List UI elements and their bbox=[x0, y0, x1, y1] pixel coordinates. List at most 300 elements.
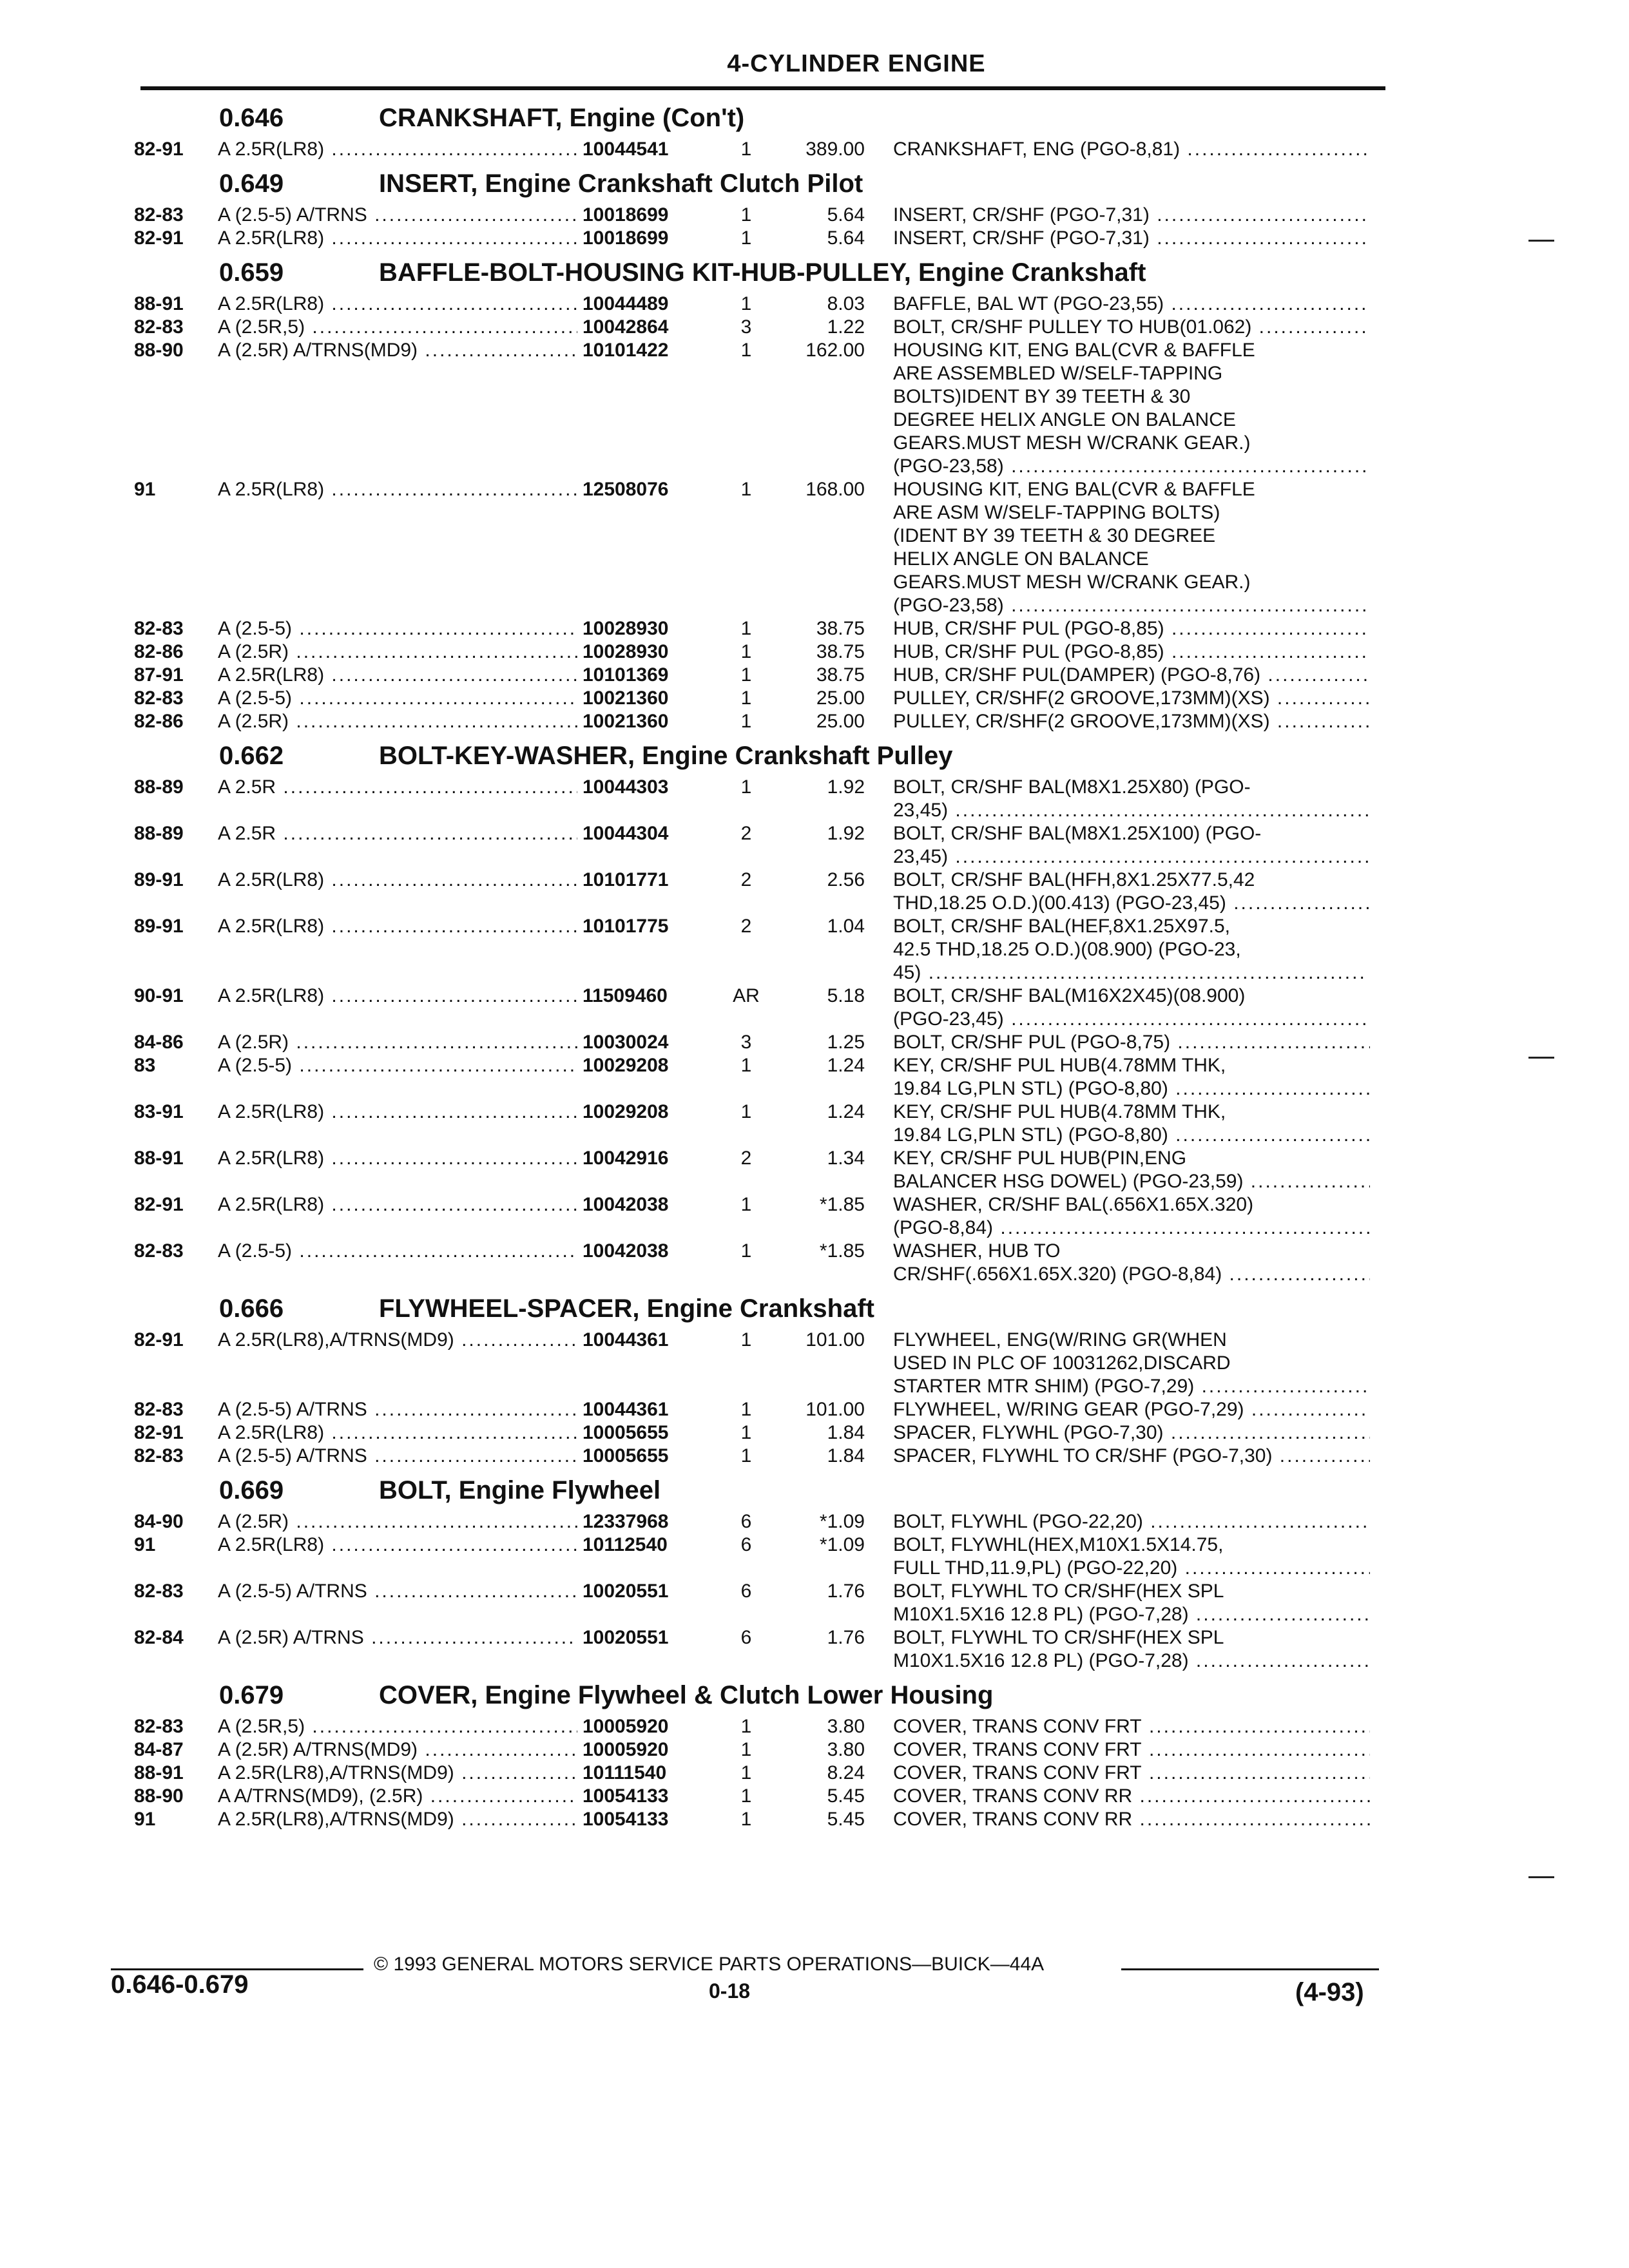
part-description bbox=[893, 1147, 1370, 1193]
quantity: 2 bbox=[740, 869, 752, 890]
section-heading bbox=[122, 1673, 1385, 1715]
part-row bbox=[122, 1510, 1385, 1533]
quantity: 1 bbox=[740, 641, 752, 662]
header-rule bbox=[140, 86, 1385, 90]
description-line: GEARS.MUST MESH W/CRANK GEAR.) bbox=[893, 572, 1251, 593]
part-row bbox=[122, 1100, 1385, 1147]
description-line: STARTER MTR SHIM) (PGO-7,29) ..... bbox=[893, 1375, 1370, 1398]
model-application: A (2.5-5) A/TRNS ..... bbox=[218, 1580, 577, 1603]
model-years: 82-83 bbox=[134, 316, 184, 338]
model-application: A 2.5R(LR8),A/TRNS(MD9) ..... bbox=[218, 1762, 577, 1785]
price: 389.00 bbox=[805, 139, 865, 160]
quantity: 1 bbox=[740, 293, 752, 314]
description-line: FULL THD,11.9,PL) (PGO-22,20) ..... bbox=[893, 1557, 1370, 1580]
description-line: COVER, TRANS CONV FRT ..... bbox=[893, 1715, 1370, 1738]
description-line: HUB, CR/SHF PUL (PGO-8,85) ..... bbox=[893, 617, 1370, 640]
part-description bbox=[893, 776, 1370, 822]
model-application: A (2.5-5) ..... bbox=[218, 1054, 577, 1077]
description-line: BOLT, FLYWHL (PGO-22,20) ..... bbox=[893, 1510, 1370, 1533]
part-number: 10042038 bbox=[579, 1240, 668, 1263]
section-number: 0.662 bbox=[219, 742, 284, 770]
part-number: 10020551 bbox=[579, 1580, 668, 1603]
description-line: 42.5 THD,18.25 O.D.)(08.900) (PGO-23, bbox=[893, 939, 1241, 960]
model-application: A 2.5R(LR8),A/TRNS(MD9) ..... bbox=[218, 1808, 577, 1831]
model-years: 82-83 bbox=[134, 1240, 184, 1262]
model-years: 82-91 bbox=[134, 1194, 184, 1215]
price: 1.25 bbox=[827, 1032, 865, 1053]
model-years: 82-91 bbox=[134, 1329, 184, 1350]
part-description bbox=[893, 478, 1370, 617]
price: 5.18 bbox=[827, 985, 865, 1006]
model-application: A 2.5R(LR8) ..... bbox=[218, 985, 577, 1008]
part-number: 10005920 bbox=[579, 1715, 668, 1738]
quantity: 2 bbox=[740, 823, 752, 844]
model-years: 89-91 bbox=[134, 916, 184, 937]
description-line: BOLT, FLYWHL TO CR/SHF(HEX SPL bbox=[893, 1627, 1224, 1648]
model-years: 82-91 bbox=[134, 139, 184, 160]
footer-page-number: 0-18 bbox=[709, 1979, 751, 2003]
quantity: 1 bbox=[740, 1809, 752, 1830]
part-description bbox=[893, 617, 1370, 640]
price: 1.92 bbox=[827, 776, 865, 798]
description-line: (PGO-23,58) ..... bbox=[893, 594, 1370, 617]
part-row bbox=[122, 664, 1385, 687]
margin-mark bbox=[1528, 240, 1554, 242]
price: *1.85 bbox=[819, 1240, 865, 1262]
section-number: 0.669 bbox=[219, 1476, 284, 1504]
price: 101.00 bbox=[805, 1399, 865, 1420]
description-line: PULLEY, CR/SHF(2 GROOVE,173MM)(XS) ..... bbox=[893, 710, 1370, 733]
quantity: 1 bbox=[740, 1445, 752, 1466]
section-number: 0.679 bbox=[219, 1681, 284, 1709]
part-number: 10029208 bbox=[579, 1100, 668, 1124]
model-years: 91 bbox=[134, 1534, 156, 1555]
footer-date: (4-93) bbox=[1295, 1978, 1364, 2006]
model-years: 88-91 bbox=[134, 293, 184, 314]
part-description bbox=[893, 339, 1370, 478]
part-description bbox=[893, 710, 1370, 733]
price: 8.03 bbox=[827, 293, 865, 314]
part-description bbox=[893, 1533, 1370, 1580]
model-application: A (2.5R) A/TRNS(MD9) ..... bbox=[218, 1738, 577, 1762]
description-line: (PGO-23,45) ..... bbox=[893, 1008, 1370, 1031]
price: *1.09 bbox=[819, 1534, 865, 1555]
model-years: 88-90 bbox=[134, 340, 184, 361]
part-number: 10042038 bbox=[579, 1193, 668, 1216]
section-number: 0.649 bbox=[219, 169, 284, 198]
model-years: 88-89 bbox=[134, 776, 184, 798]
model-application: A 2.5R(LR8) ..... bbox=[218, 1193, 577, 1216]
part-row bbox=[122, 687, 1385, 710]
section-title: BAFFLE-BOLT-HOUSING KIT-HUB-PULLEY, Engine Crankshaft bbox=[379, 258, 1146, 287]
model-years: 88-90 bbox=[134, 1785, 184, 1807]
model-application: A (2.5-5) A/TRNS ..... bbox=[218, 204, 577, 227]
part-row bbox=[122, 1738, 1385, 1762]
price: 8.24 bbox=[827, 1762, 865, 1783]
margin-mark bbox=[1528, 1876, 1554, 1878]
description-line: BOLT, CR/SHF BAL(M8X1.25X80) (PGO- bbox=[893, 776, 1251, 798]
part-number: 10044304 bbox=[579, 822, 668, 845]
description-line: SPACER, FLYWHL TO CR/SHF (PGO-7,30) ..... bbox=[893, 1445, 1370, 1468]
model-application: A (2.5R) ..... bbox=[218, 640, 577, 664]
price: 1.92 bbox=[827, 823, 865, 844]
part-row bbox=[122, 776, 1385, 822]
section-title: BOLT, Engine Flywheel bbox=[379, 1476, 661, 1504]
price: 1.76 bbox=[827, 1581, 865, 1602]
model-years: 82-83 bbox=[134, 1716, 184, 1737]
price: 1.24 bbox=[827, 1055, 865, 1076]
part-description bbox=[893, 227, 1370, 250]
description-line: BOLT, CR/SHF BAL(HEF,8X1.25X97.5, bbox=[893, 916, 1230, 937]
part-number: 10042916 bbox=[579, 1147, 668, 1170]
description-line: M10X1.5X16 12.8 PL) (PGO-7,28) ..... bbox=[893, 1649, 1370, 1673]
part-number: 12337968 bbox=[579, 1510, 668, 1533]
section-title: BOLT-KEY-WASHER, Engine Crankshaft Pulley bbox=[379, 742, 953, 770]
part-description bbox=[893, 1240, 1370, 1286]
model-years: 89-91 bbox=[134, 869, 184, 890]
part-number: 10021360 bbox=[579, 687, 668, 710]
model-application: A (2.5-5) ..... bbox=[218, 1240, 577, 1263]
part-row bbox=[122, 1626, 1385, 1673]
quantity: 1 bbox=[740, 1329, 752, 1350]
part-number: 10018699 bbox=[579, 204, 668, 227]
part-row bbox=[122, 617, 1385, 640]
description-line: 19.84 LG,PLN STL) (PGO-8,80) ..... bbox=[893, 1124, 1370, 1147]
price: 2.56 bbox=[827, 869, 865, 890]
part-number: 10018699 bbox=[579, 227, 668, 250]
part-description bbox=[893, 1054, 1370, 1100]
quantity: 3 bbox=[740, 1032, 752, 1053]
quantity: 1 bbox=[740, 479, 752, 500]
description-line: KEY, CR/SHF PUL HUB(4.78MM THK, bbox=[893, 1101, 1226, 1122]
part-description bbox=[893, 1738, 1370, 1762]
model-application: A (2.5-5) A/TRNS ..... bbox=[218, 1445, 577, 1468]
part-description bbox=[893, 822, 1370, 869]
price: 25.00 bbox=[816, 687, 865, 709]
part-number: 10111540 bbox=[579, 1762, 666, 1785]
quantity: 2 bbox=[740, 1148, 752, 1169]
model-application: A 2.5R(LR8) ..... bbox=[218, 1100, 577, 1124]
part-number: 10101422 bbox=[579, 339, 668, 362]
part-description bbox=[893, 1031, 1370, 1054]
quantity: 1 bbox=[740, 1055, 752, 1076]
part-number: 10101771 bbox=[579, 869, 668, 892]
description-line: GEARS.MUST MESH W/CRANK GEAR.) bbox=[893, 432, 1251, 454]
quantity: 1 bbox=[740, 227, 752, 249]
part-description bbox=[893, 687, 1370, 710]
model-years: 82-83 bbox=[134, 1581, 184, 1602]
part-description bbox=[893, 1762, 1370, 1785]
part-row bbox=[122, 227, 1385, 250]
model-years: 91 bbox=[134, 1809, 156, 1830]
model-application: A 2.5R(LR8) ..... bbox=[218, 915, 577, 938]
part-row bbox=[122, 915, 1385, 985]
quantity: 3 bbox=[740, 316, 752, 338]
part-description bbox=[893, 985, 1370, 1031]
quantity: 1 bbox=[740, 1739, 752, 1760]
description-line: BOLT, CR/SHF PULLEY TO HUB(01.062) ..... bbox=[893, 316, 1370, 339]
part-row bbox=[122, 1762, 1385, 1785]
description-line: KEY, CR/SHF PUL HUB(PIN,ENG bbox=[893, 1148, 1187, 1169]
model-years: 82-83 bbox=[134, 1445, 184, 1466]
description-line: ARE ASM W/SELF-TAPPING BOLTS) bbox=[893, 502, 1220, 523]
part-row bbox=[122, 1329, 1385, 1398]
quantity: 6 bbox=[740, 1581, 752, 1602]
quantity: 6 bbox=[740, 1534, 752, 1555]
price: 1.84 bbox=[827, 1422, 865, 1443]
part-description bbox=[893, 664, 1370, 687]
model-application: A 2.5R ..... bbox=[218, 776, 577, 799]
model-application: A 2.5R(LR8),A/TRNS(MD9) ..... bbox=[218, 1329, 577, 1352]
quantity: 6 bbox=[740, 1511, 752, 1532]
model-application: A (2.5-5) ..... bbox=[218, 617, 577, 640]
part-description bbox=[893, 1398, 1370, 1421]
description-line: BAFFLE, BAL WT (PGO-23,55) ..... bbox=[893, 293, 1370, 316]
description-line: INSERT, CR/SHF (PGO-7,31) ..... bbox=[893, 204, 1370, 227]
part-number: 10054133 bbox=[579, 1785, 668, 1808]
quantity: 1 bbox=[740, 1716, 752, 1737]
model-years: 88-91 bbox=[134, 1148, 184, 1169]
quantity: 1 bbox=[740, 1422, 752, 1443]
part-description bbox=[893, 640, 1370, 664]
parts-list bbox=[122, 95, 1385, 1831]
footer-rule-right bbox=[1121, 1968, 1379, 1970]
description-line: THD,18.25 O.D.)(00.413) (PGO-23,45) ..... bbox=[893, 892, 1370, 915]
description-line: PULLEY, CR/SHF(2 GROOVE,173MM)(XS) ..... bbox=[893, 687, 1370, 710]
model-application: A (2.5R) A/TRNS(MD9) ..... bbox=[218, 339, 577, 362]
part-row bbox=[122, 1785, 1385, 1808]
part-description bbox=[893, 1580, 1370, 1626]
description-line: M10X1.5X16 12.8 PL) (PGO-7,28) ..... bbox=[893, 1603, 1370, 1626]
model-years: 84-86 bbox=[134, 1032, 184, 1053]
description-line: 19.84 LG,PLN STL) (PGO-8,80) ..... bbox=[893, 1077, 1370, 1100]
price: 1.24 bbox=[827, 1101, 865, 1122]
model-years: 82-86 bbox=[134, 711, 184, 732]
part-description bbox=[893, 138, 1370, 161]
part-row bbox=[122, 1715, 1385, 1738]
price: 3.80 bbox=[827, 1739, 865, 1760]
description-line: 23,45) ..... bbox=[893, 799, 1370, 822]
model-years: 82-83 bbox=[134, 1399, 184, 1420]
description-line: HOUSING KIT, ENG BAL(CVR & BAFFLE bbox=[893, 479, 1255, 500]
price: *1.85 bbox=[819, 1194, 865, 1215]
description-line: KEY, CR/SHF PUL HUB(4.78MM THK, bbox=[893, 1055, 1226, 1076]
part-row bbox=[122, 640, 1385, 664]
part-description bbox=[893, 869, 1370, 915]
quantity: 2 bbox=[740, 916, 752, 937]
description-line: FLYWHEEL, W/RING GEAR (PGO-7,29) ..... bbox=[893, 1398, 1370, 1421]
price: 1.22 bbox=[827, 316, 865, 338]
part-row bbox=[122, 1421, 1385, 1445]
model-application: A 2.5R(LR8) ..... bbox=[218, 138, 577, 161]
description-line: BOLT, FLYWHL(HEX,M10X1.5X14.75, bbox=[893, 1534, 1224, 1555]
part-number: 10044361 bbox=[579, 1398, 668, 1421]
part-description bbox=[893, 1100, 1370, 1147]
quantity: 1 bbox=[740, 711, 752, 732]
model-years: 88-91 bbox=[134, 1762, 184, 1783]
part-number: 10005655 bbox=[579, 1421, 668, 1445]
description-line: INSERT, CR/SHF (PGO-7,31) ..... bbox=[893, 227, 1370, 250]
section-number: 0.659 bbox=[219, 258, 284, 287]
part-number: 10044303 bbox=[579, 776, 668, 799]
model-years: 82-83 bbox=[134, 204, 184, 226]
price: 38.75 bbox=[816, 641, 865, 662]
part-number: 10020551 bbox=[579, 1626, 668, 1649]
section-heading bbox=[122, 161, 1385, 204]
model-years: 84-90 bbox=[134, 1511, 184, 1532]
quantity: 1 bbox=[740, 340, 752, 361]
description-line: 45) ..... bbox=[893, 961, 1370, 985]
description-line: BOLT, CR/SHF BAL(M16X2X45)(08.900) bbox=[893, 985, 1246, 1006]
model-application: A (2.5R) A/TRNS ..... bbox=[218, 1626, 577, 1649]
quantity: 1 bbox=[740, 618, 752, 639]
part-row bbox=[122, 1580, 1385, 1626]
part-row bbox=[122, 138, 1385, 161]
description-line: SPACER, FLYWHL (PGO-7,30) ..... bbox=[893, 1421, 1370, 1445]
model-application: A (2.5R,5) ..... bbox=[218, 316, 577, 339]
part-description bbox=[893, 1808, 1370, 1831]
section-heading bbox=[122, 1468, 1385, 1510]
model-years: 88-89 bbox=[134, 823, 184, 844]
part-description bbox=[893, 1445, 1370, 1468]
part-number: 10028930 bbox=[579, 640, 668, 664]
description-line: BOLT, CR/SHF PUL (PGO-8,75) ..... bbox=[893, 1031, 1370, 1054]
quantity: AR bbox=[733, 985, 760, 1006]
part-number: 10044489 bbox=[579, 293, 668, 316]
quantity: 1 bbox=[740, 1399, 752, 1420]
model-years: 87-91 bbox=[134, 664, 184, 686]
section-heading bbox=[122, 1286, 1385, 1329]
description-line: HELIX ANGLE ON BALANCE bbox=[893, 548, 1149, 570]
part-row bbox=[122, 478, 1385, 617]
quantity: 6 bbox=[740, 1627, 752, 1648]
part-number: 10028930 bbox=[579, 617, 668, 640]
model-application: A 2.5R(LR8) ..... bbox=[218, 1147, 577, 1170]
section-number: 0.666 bbox=[219, 1294, 284, 1323]
part-number: 10029208 bbox=[579, 1054, 668, 1077]
part-number: 10005655 bbox=[579, 1445, 668, 1468]
margin-mark bbox=[1528, 1057, 1554, 1059]
description-line: WASHER, HUB TO bbox=[893, 1240, 1061, 1262]
price: 5.45 bbox=[827, 1785, 865, 1807]
price: 1.04 bbox=[827, 916, 865, 937]
part-row bbox=[122, 204, 1385, 227]
model-application: A (2.5-5) A/TRNS ..... bbox=[218, 1398, 577, 1421]
part-description bbox=[893, 915, 1370, 985]
model-years: 82-91 bbox=[134, 1422, 184, 1443]
model-application: A 2.5R(LR8) ..... bbox=[218, 478, 577, 501]
description-line: (PGO-23,58) ..... bbox=[893, 455, 1370, 478]
description-line: BOLT, FLYWHL TO CR/SHF(HEX SPL bbox=[893, 1581, 1224, 1602]
model-application: A (2.5R) ..... bbox=[218, 1031, 577, 1054]
model-years: 90-91 bbox=[134, 985, 184, 1006]
section-heading bbox=[122, 95, 1385, 138]
description-line: COVER, TRANS CONV FRT ..... bbox=[893, 1738, 1370, 1762]
part-number: 10101775 bbox=[579, 915, 668, 938]
model-application: A 2.5R(LR8) ..... bbox=[218, 293, 577, 316]
part-number: 10101369 bbox=[579, 664, 668, 687]
part-row bbox=[122, 1398, 1385, 1421]
description-line: 23,45) ..... bbox=[893, 845, 1370, 869]
model-years: 83 bbox=[134, 1055, 156, 1076]
price: 5.45 bbox=[827, 1809, 865, 1830]
quantity: 1 bbox=[740, 1101, 752, 1122]
price: 1.34 bbox=[827, 1148, 865, 1169]
model-application: A 2.5R(LR8) ..... bbox=[218, 869, 577, 892]
section-title: COVER, Engine Flywheel & Clutch Lower Housing bbox=[379, 1681, 994, 1709]
description-line: ARE ASSEMBLED W/SELF-TAPPING bbox=[893, 363, 1223, 384]
part-row bbox=[122, 985, 1385, 1031]
model-years: 84-87 bbox=[134, 1739, 184, 1760]
description-line: CRANKSHAFT, ENG (PGO-8,81) ..... bbox=[893, 138, 1370, 161]
part-row bbox=[122, 822, 1385, 869]
description-line: HOUSING KIT, ENG BAL(CVR & BAFFLE bbox=[893, 340, 1255, 361]
model-application: A (2.5R) ..... bbox=[218, 1510, 577, 1533]
description-line: BOLT, CR/SHF BAL(HFH,8X1.25X77.5,42 bbox=[893, 869, 1255, 890]
quantity: 1 bbox=[740, 1240, 752, 1262]
quantity: 1 bbox=[740, 204, 752, 226]
part-number: 10112540 bbox=[579, 1533, 668, 1557]
part-row bbox=[122, 1445, 1385, 1468]
part-number: 10044361 bbox=[579, 1329, 668, 1352]
description-line: BOLTS)IDENT BY 39 TEETH & 30 bbox=[893, 386, 1191, 407]
part-row bbox=[122, 1808, 1385, 1831]
quantity: 1 bbox=[740, 1762, 752, 1783]
section-heading bbox=[122, 733, 1385, 776]
section-title: CRANKSHAFT, Engine (Con't) bbox=[379, 104, 745, 132]
part-row bbox=[122, 869, 1385, 915]
part-number: 12508076 bbox=[579, 478, 668, 501]
part-description bbox=[893, 1421, 1370, 1445]
part-description bbox=[893, 204, 1370, 227]
model-application: A 2.5R(LR8) ..... bbox=[218, 1421, 577, 1445]
description-line: WASHER, CR/SHF BAL(.656X1.65X.320) bbox=[893, 1194, 1254, 1215]
description-line: COVER, TRANS CONV FRT ..... bbox=[893, 1762, 1370, 1785]
model-application: A (2.5-5) ..... bbox=[218, 687, 577, 710]
quantity: 1 bbox=[740, 776, 752, 798]
description-line: COVER, TRANS CONV RR ..... bbox=[893, 1785, 1370, 1808]
description-line: COVER, TRANS CONV RR ..... bbox=[893, 1808, 1370, 1831]
quantity: 1 bbox=[740, 1194, 752, 1215]
part-number: 10030024 bbox=[579, 1031, 668, 1054]
part-row bbox=[122, 710, 1385, 733]
section-title: INSERT, Engine Crankshaft Clutch Pilot bbox=[379, 169, 863, 198]
model-years: 82-83 bbox=[134, 687, 184, 709]
model-years: 91 bbox=[134, 479, 156, 500]
description-line: HUB, CR/SHF PUL(DAMPER) (PGO-8,76) ..... bbox=[893, 664, 1370, 687]
description-line: DEGREE HELIX ANGLE ON BALANCE bbox=[893, 409, 1236, 430]
part-row bbox=[122, 339, 1385, 478]
model-application: A 2.5R(LR8) ..... bbox=[218, 664, 577, 687]
price: *1.09 bbox=[819, 1511, 865, 1532]
part-description bbox=[893, 1510, 1370, 1533]
part-row bbox=[122, 293, 1385, 316]
section-number: 0.646 bbox=[219, 104, 284, 132]
part-description bbox=[893, 1626, 1370, 1673]
part-description bbox=[893, 1329, 1370, 1398]
description-line: BALANCER HSG DOWEL) (PGO-23,59) ..... bbox=[893, 1170, 1370, 1193]
price: 1.84 bbox=[827, 1445, 865, 1466]
description-line: HUB, CR/SHF PUL (PGO-8,85) ..... bbox=[893, 640, 1370, 664]
price: 38.75 bbox=[816, 664, 865, 686]
part-number: 10005920 bbox=[579, 1738, 668, 1762]
model-years: 82-91 bbox=[134, 227, 184, 249]
description-line: (IDENT BY 39 TEETH & 30 DEGREE bbox=[893, 525, 1216, 546]
price: 3.80 bbox=[827, 1716, 865, 1737]
price: 101.00 bbox=[805, 1329, 865, 1350]
price: 1.76 bbox=[827, 1627, 865, 1648]
part-row bbox=[122, 1147, 1385, 1193]
